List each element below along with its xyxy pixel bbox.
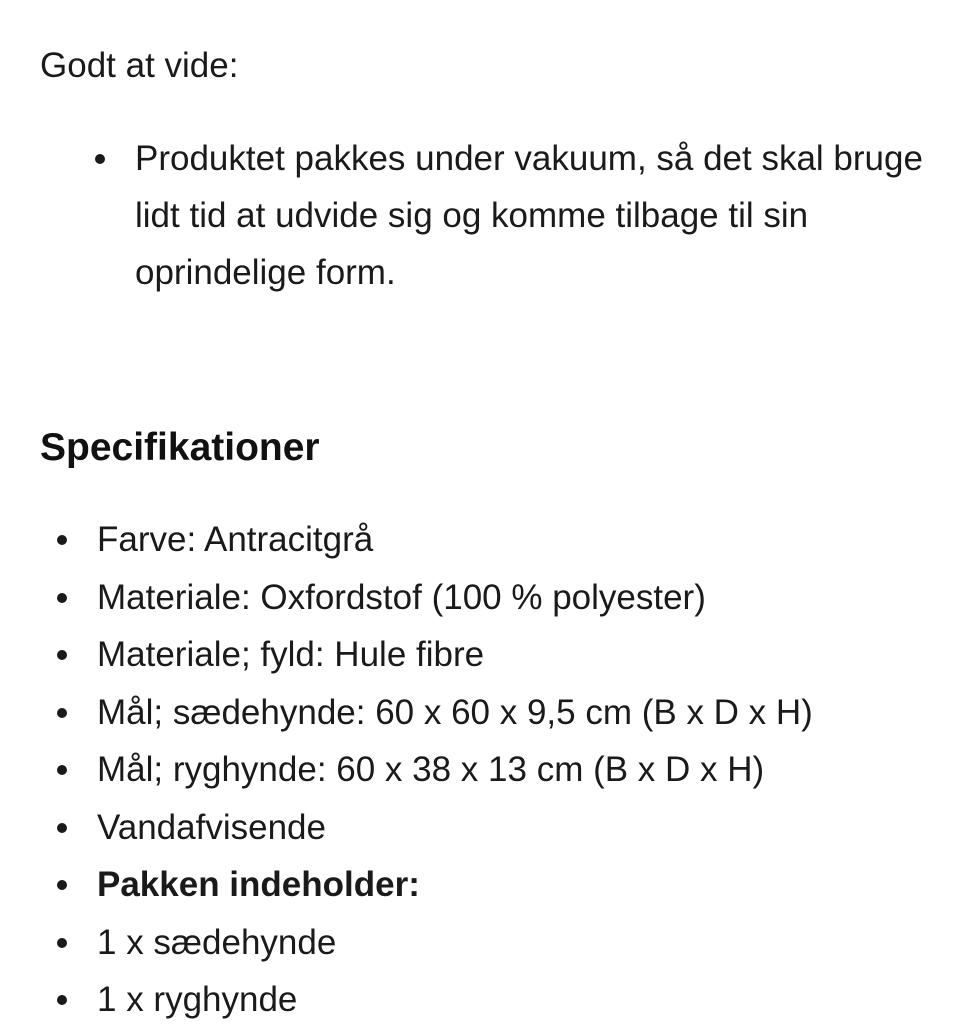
good-to-know-list [135,130,925,301]
spec-water-repellent: Vandafvisende [97,799,813,857]
spec-seat-cushion-size: Mål; sædehynde: 60 x 60 x 9,5 cm (B x D x H) [97,684,813,742]
spec-color: Farve: Antracitgrå [97,511,813,569]
spec-package-back-cushion: 1 x ryghynde [97,971,813,1029]
spec-back-cushion-size: Mål; ryghynde: 60 x 38 x 13 cm (B x D x H) [97,741,813,799]
specifications-heading: Specifikationer [40,426,320,469]
spec-material: Materiale: Oxfordstof (100 % polyester) [97,569,813,627]
spec-package-seat-cushion: 1 x sædehynde [97,914,813,972]
good-to-know-heading: Godt at vide: [40,46,239,85]
spec-package-contents-label: Pakken indeholder: [97,856,813,914]
specifications-list [97,511,813,1029]
spec-filling: Materiale; fyld: Hule fibre [97,626,813,684]
list-item: Produktet pakkes under vakuum, så det skal bruge lidt tid at udvide sig og komme tilbage til sin oprindelige form. [135,130,925,301]
